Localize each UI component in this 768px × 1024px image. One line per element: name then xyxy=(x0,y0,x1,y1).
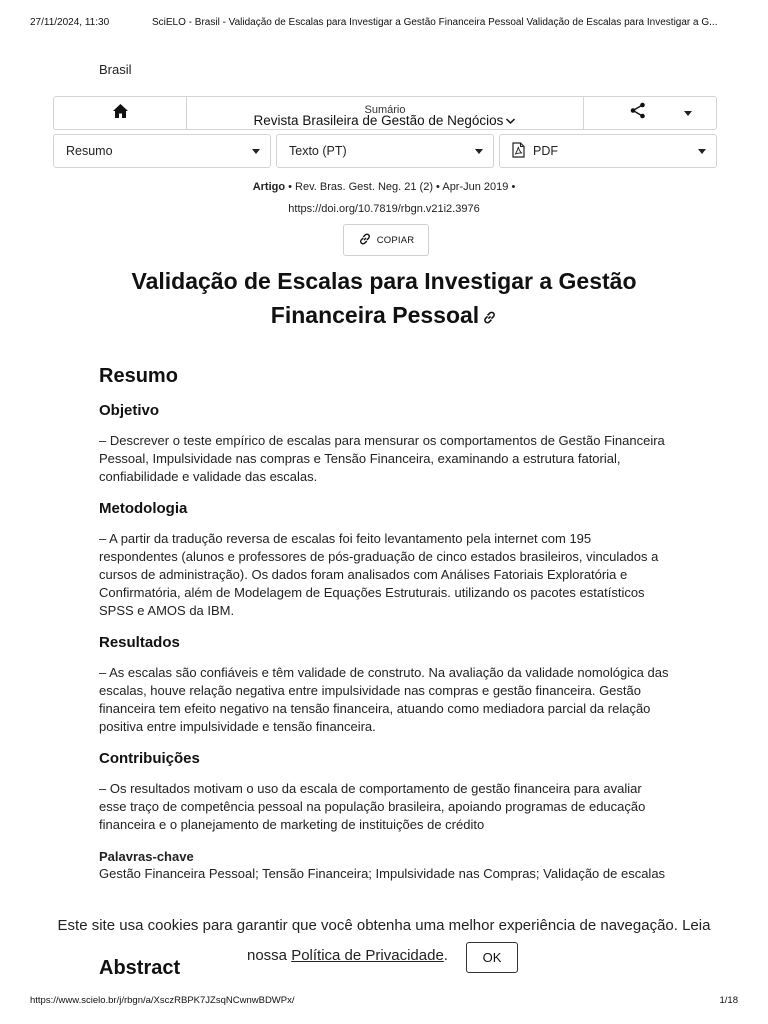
article-toolbar xyxy=(53,134,717,168)
caret-down-icon xyxy=(252,149,260,154)
share-icon xyxy=(630,102,646,124)
home-button[interactable] xyxy=(54,97,187,129)
caret-down-icon xyxy=(698,149,706,154)
share-button[interactable] xyxy=(584,97,716,129)
section-select[interactable] xyxy=(53,134,271,168)
copy-doi-button[interactable] xyxy=(343,224,429,256)
citation-text: • Rev. Bras. Gest. Neg. 21 (2) • Apr-Jun 2019 • xyxy=(285,181,516,193)
abstract-section xyxy=(99,365,669,883)
section-text-contribuicoes: – Os resultados motivam o uso da escala de comportamento de gestão financeira para avaliar esse traço de competência pessoal na população brasileira, apoiando programas de educação financeira e o planejamento de marketing de instituições de crédito xyxy=(99,781,646,832)
summary-label: Sumário xyxy=(364,104,406,116)
section-heading-contribuicoes: Contribuições xyxy=(99,750,200,767)
pdf-file-icon xyxy=(512,142,525,161)
print-date: 27/11/2024, 11:30 xyxy=(30,17,110,28)
section-heading-metodologia: Metodologia xyxy=(99,500,188,517)
print-page-number: 1/18 xyxy=(719,995,738,1006)
text-language-value: Texto (PT) xyxy=(289,144,347,158)
pdf-select[interactable] xyxy=(499,134,717,168)
section-select-value: Resumo xyxy=(66,144,113,158)
cookie-ok-button[interactable]: OK xyxy=(466,942,518,973)
chevron-down-icon xyxy=(505,113,516,128)
print-page-title: SciELO - Brasil - Validação de Escalas para Investigar a Gestão Financeira Pessoal Validação de Escalas para Investigar a G... xyxy=(152,17,718,28)
doi-link[interactable]: https://doi.org/10.7819/rbgn.v21i2.3976 xyxy=(288,203,480,215)
share-caret-icon xyxy=(684,111,692,116)
copy-label: COPIAR xyxy=(376,234,415,246)
cookie-banner xyxy=(0,912,768,978)
article-citation xyxy=(0,181,768,193)
article-title-text: Validação de Escalas para Investigar a Gestão Financeira Pessoal xyxy=(131,268,637,328)
journal-nav-bar xyxy=(53,96,717,130)
pdf-select-label: PDF xyxy=(533,144,558,158)
print-footer xyxy=(30,995,738,1006)
text-language-select[interactable] xyxy=(276,134,494,168)
keywords-text: Gestão Financeira Pessoal; Tensão Financeira; Impulsividade nas Compras; Validação de escalas xyxy=(99,866,666,881)
journal-name xyxy=(187,113,583,128)
cookie-message-line2 xyxy=(247,947,448,964)
section-heading-resultados: Resultados xyxy=(99,634,180,651)
article-type: Artigo xyxy=(252,181,286,193)
journal-name-text: Revista Brasileira de Gestão de Negócios xyxy=(253,113,504,128)
section-text-resultados: – As escalas são confiáveis e têm validade de construto. Na avaliação da validade nomológica das escalas, houve relação negativa entre impulsividade nas compras e gestão financeira. Gestão financeira tem efeito negativo na tensão financeira, atuando como mediadora parcial da relação positiva entre impulsividade e tensão financeira. xyxy=(99,665,669,734)
cookie-message: Este site usa cookies para garantir que você obtenha uma melhor experiência de navegação. Leia xyxy=(57,917,711,934)
print-header xyxy=(30,17,740,28)
permalink-icon[interactable] xyxy=(482,300,497,334)
home-icon xyxy=(112,103,129,124)
caret-down-icon xyxy=(475,149,483,154)
abstract-en-heading: Abstract xyxy=(99,957,181,979)
section-heading-objetivo: Objetivo xyxy=(99,402,160,419)
article-title xyxy=(99,264,669,334)
print-url: https://www.scielo.br/j/rbgn/a/XsczRBPK7JZsqNCwnwBDWPx/ xyxy=(30,995,295,1006)
abstract-heading: Resumo xyxy=(99,365,178,387)
cookie-prefix: nossa xyxy=(247,947,292,964)
link-icon xyxy=(358,232,372,249)
cookie-suffix: . xyxy=(443,947,448,964)
privacy-policy-link[interactable]: Política de Privacidade xyxy=(291,947,444,964)
section-text-objetivo: – Descrever o teste empírico de escalas para mensurar os comportamentos de Gestão Financeira Pessoal, Impulsividade nas compras e Tensão Financeira, examinando a estrutura fatorial, confiabilidade e validade das escalas. xyxy=(99,433,665,484)
country-label[interactable]: Brasil xyxy=(99,62,132,77)
keywords-label: Palavras-chave xyxy=(99,849,194,864)
section-text-metodologia: – A partir da tradução reversa de escalas foi feito levantamento pela internet com 195 respondentes (alunos e professores de pós-graduação de cinco estados brasileiros, vinculados a cursos de administração). Os dados foram analisados com Análises Fatoriais Exploratória e Confirmatória, além de Modelagem de Equações Estruturais. utilizando os pacotes estatísticos SPSS e AMOS da IBM. xyxy=(99,531,659,618)
journal-menu-button[interactable] xyxy=(187,97,584,129)
